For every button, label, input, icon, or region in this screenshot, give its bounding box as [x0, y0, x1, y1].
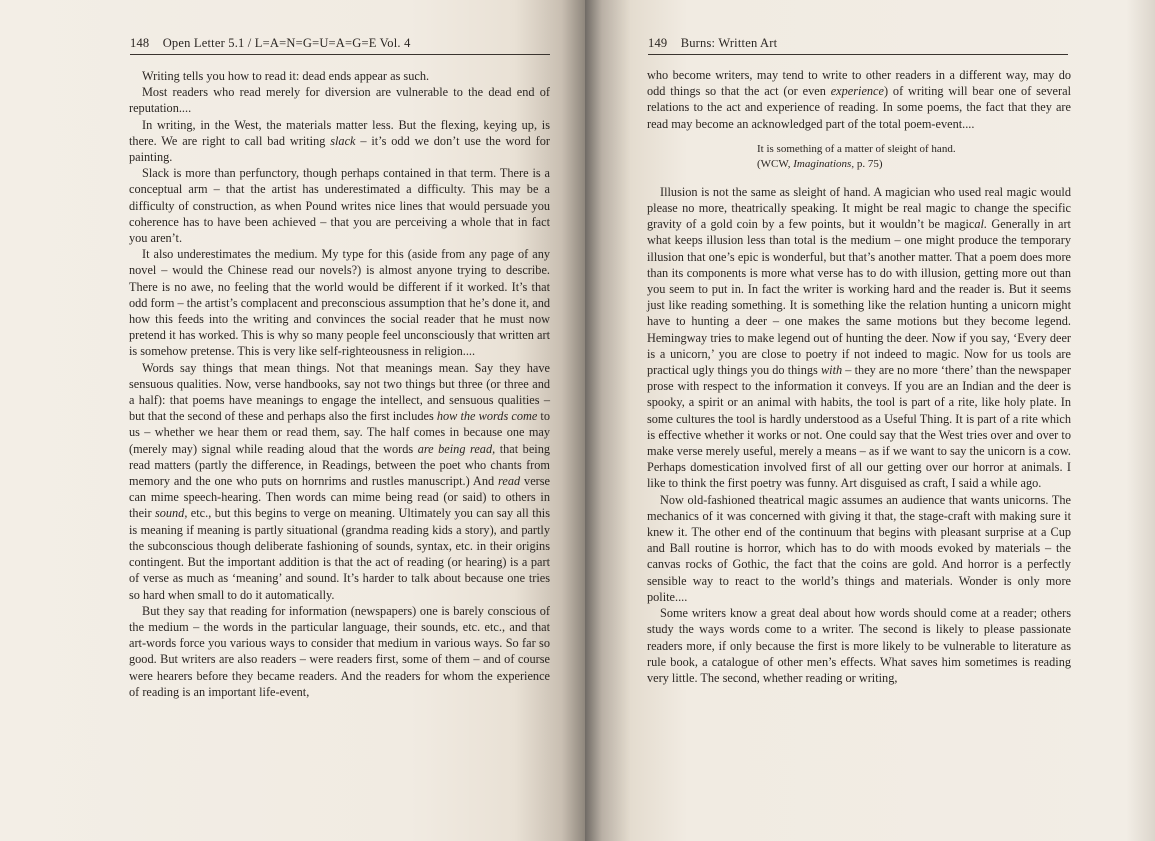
text-run: Most readers who read merely for diversion are vulnerable to the dead end of reputation....: [129, 85, 550, 116]
text-run: Some writers know a great deal about how words should come at a reader; others study the ways words come to a writer. The second is likely to please passionate readers more, if only because the first is more likely to be vulnerable to literature as rule book, a catalogue of other men’s effects. What saves him sometimes is reading very little. The second, whether reading or writing,: [647, 606, 1071, 685]
text-run: to us – whether we hear them or read them, say. The half comes in because one may (merely may) signal while reading aloud that the words: [129, 409, 550, 456]
right-page: [585, 0, 1155, 841]
italic-run: sound,: [154, 506, 188, 521]
italic-run: with: [820, 363, 843, 378]
left-body-text: [129, 68, 550, 700]
block-quote: [757, 142, 1071, 172]
paragraph: [647, 605, 1071, 686]
text-run: (WCW,: [757, 157, 794, 170]
paragraph: [129, 165, 550, 246]
text-run: Slack is more than perfunctory, though perhaps contained in that term. There is a conceptual arm – that the artist has underestimated a difficulty. This may be a difficulty of construction, as when Pound writes nice lines that would persuade you coherence has to have been achieved – that you are perceiving a whole that in fact you aren’t.: [129, 166, 550, 246]
paragraph: [647, 184, 1071, 492]
right-body-text: [647, 67, 1071, 686]
text-run: ) of writing will bear one of several relations to the act and experience of reading. In some poems, the fact that they are read may become an acknowledged part of the total poem-event....: [647, 84, 1071, 131]
paragraph: [129, 84, 550, 116]
text-run: Illusion is not the same as sleight of hand. A magician who used real magic would please no more, theatrically speaking. It might be real magic to change the specific gravity of a gold coin by a few points, but it wouldn’t be magic: [647, 184, 1071, 232]
left-running-head: [130, 36, 550, 55]
italic-run: Imaginations,: [793, 157, 855, 170]
quote-text: It is something of a matter of sleight of hand.: [757, 142, 956, 155]
italic-run: read: [498, 474, 521, 489]
right-running-head: [648, 36, 1068, 55]
text-run: Generally in art what keeps illusion less than total is the medium – one might produce the temporary illusion that one’s epic is wonderful, but that’s another matter. That a poem does more than its components is more what verse has to do with illusion, getting more out than you seem to put in. In fact the writer is working hard and the reader is. But it seems just like reading something. It is something like the relation hunting a unicorn might have to hunting a deer – one makes the same motions but they become legend. Hemingway tries to make legend out of hunting the deer. Now if you say, ‘Every deer is a unicorn,’ you are close to poetry if not indeed to magic. Now for us tools are practical ugly things you do things: [647, 217, 1071, 378]
italic-run: slack: [330, 133, 356, 148]
italic-run: al.: [974, 217, 988, 232]
paragraph: [129, 246, 550, 359]
right-running-title: Burns: Written Art: [680, 36, 778, 50]
italic-run: experience: [830, 84, 884, 99]
quote-source: [757, 157, 1071, 172]
text-run: p. 75): [854, 157, 883, 170]
text-run: But they say that reading for information (newspapers) one is barely conscious of the medium – the words in the particular language, their sounds, etc. etc., and that art-words force you various ways to consider that medium in various ways. So far so good. But writers are also readers – were readers first, some of them – and of course were hearers before they became readers. And the readers for whom the experience of reading is an important life-event,: [129, 603, 550, 699]
text-run: that being read matters (partly the difference, in Readings, between the poet who chants from memory and the one who puts on hornrims and rustles manuscript.) And: [129, 441, 550, 489]
paragraph: [129, 603, 550, 700]
italic-run: are being read,: [417, 441, 496, 456]
text-run: In writing, in the West, the materials matter less. But the flexing, keying up, is there. We are right to call bad writing: [129, 117, 550, 148]
paragraph: [129, 117, 550, 166]
paragraph: [647, 492, 1071, 605]
text-run: – it’s odd we don’t use the word for painting.: [129, 133, 550, 165]
text-run: – they are no more ‘there’ than the newspaper prose with respect to the information it conveys. If you are an Indian and the deer is spooky, a spirit or an animal with habits, the tool is part of a rite, like holy plate. In some cultures the tool is hardly understood as a Useful Thing. It is part of a rite which is effective whether it works or not. One could say that the West tries over and over to make verse merely useful, merely a means – as if we want to say the unicorn is a cow. Perhaps domestication involved first of all our getting over our horror at animals. I like to think the first poetry was funny. Art disguised as craft, I said a while ago.: [647, 363, 1071, 491]
paragraph: [129, 360, 550, 603]
left-page-number: 148: [130, 36, 150, 50]
text-run: verse can mime speech-hearing. Then words can mime being read (or said) to others in their: [129, 474, 550, 521]
italic-run: how the words come: [436, 409, 538, 424]
paragraph: [129, 68, 550, 84]
continued-paragraph: [647, 67, 1071, 132]
text-run: etc., but this begins to verge on meaning. Ultimately you can say all this is meaning if meaning is partly situational (grandma reading kids a story), and partly the subconscious though deliberate fashioning of sounds, syntax, etc. in their origins contingent. But the important addition is that the act of reading (or hearing) is a part of verse as much as ‘meaning’ and sound. It’s harder to talk about because one tries so hard when small to do it automatically.: [129, 506, 550, 602]
text-run: Writing tells you how to read it: dead ends appear as such.: [142, 69, 430, 83]
text-run: It also underestimates the medium. My type for this (aside from any page of any novel – would the Chinese read our novels?) is almost anyone trying to describe. There is no awe, no feeling that the world would be different if it worked. It’s that odd form – the artist’s complacent and preconscious assumption that he’s done it, and how this feeds into the writing and convinces the social reader that he must now pretend it has worked. This is why so many people feel unconsciously that written art is somehow pretense. This is very like self-righteousness in religion....: [129, 247, 550, 359]
text-run: Now old-fashioned theatrical magic assumes an audience that wants unicorns. The mechanics of it was concerned with giving it that, the stage-craft with making sure it knew it. The other end of the continuum that begins with pleasant surprise at a Cup and Ball routine is horror, which has to do with moods evoked by materials – the canvas rocks of Gothic, the fact that the coins are gold. And horror is a perfectly sensible way to react to the world’s things and materials. Wonder is only more polite....: [647, 492, 1071, 604]
left-running-title: Open Letter 5.1 / L=A=N=G=U=A=G=E Vol. 4: [162, 36, 411, 50]
right-page-number: 149: [648, 36, 668, 50]
text-run: who become writers, may tend to write to other readers in a different way, may do odd things so that the act (or even: [647, 68, 1071, 99]
text-run: Words say things that mean things. Not that meanings mean. Say they have sensuous qualities. Now, verse handbooks, say not two things but three (or three and a half): that poems have meanings to engage the intellect, and sensuous qualities – but that the second of these and perhaps also the first includes: [129, 360, 550, 424]
